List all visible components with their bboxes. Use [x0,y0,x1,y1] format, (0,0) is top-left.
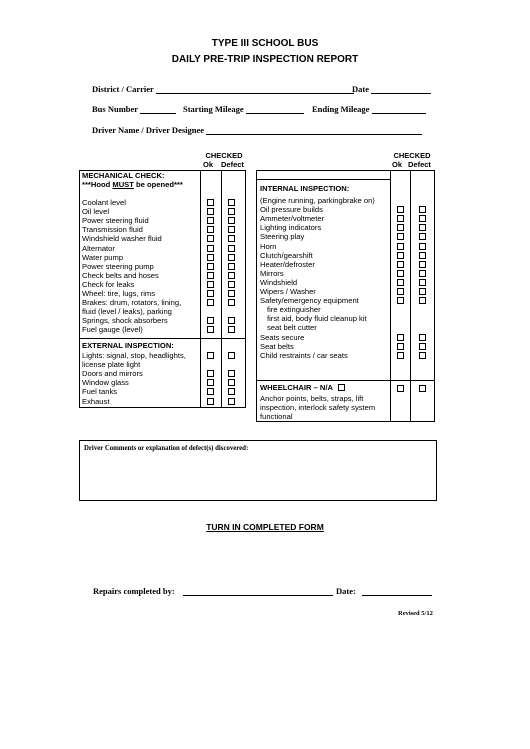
ok-checkbox[interactable] [397,352,404,359]
repairs-completed-line [183,586,333,596]
defect-checkbox[interactable] [228,299,235,306]
defect-checkbox[interactable] [228,226,235,233]
left-defect-header: Defect [221,160,244,169]
ok-checkbox[interactable] [207,208,214,215]
checklist-item-label: Mirrors [260,268,284,278]
defect-checkbox[interactable] [228,370,235,377]
defect-checkbox[interactable] [228,352,235,359]
driver-comments-label: Driver Comments or explanation of defect(s) discovered: [84,445,249,452]
ending-mileage-label: Ending Mileage [312,104,370,114]
defect-checkbox[interactable] [419,334,426,341]
checklist-item-label: Springs, shock absorbers [82,316,168,326]
wheelchair-na-checkbox[interactable] [338,384,345,391]
ok-checkbox[interactable] [207,388,214,395]
defect-checkbox[interactable] [419,215,426,222]
repairs-date-field[interactable] [336,586,432,596]
hood-note: ***Hood MUST be opened*** [82,180,183,189]
ok-checkbox[interactable] [397,261,404,268]
defect-checkbox[interactable] [419,233,426,240]
ok-checkbox[interactable] [207,235,214,242]
defect-checkbox[interactable] [419,288,426,295]
revision-note: Revised 5/12 [398,610,433,617]
checklist-item-label: Horn [260,241,277,251]
ok-checkbox[interactable] [397,288,404,295]
ok-checkbox[interactable] [207,299,214,306]
checklist-item-label: Doors and mirrors [82,369,143,379]
form-subtitle: DAILY PRE-TRIP INSPECTION REPORT [171,54,359,65]
ok-checkbox[interactable] [207,398,214,405]
district-carrier-line [156,84,354,94]
checklist-item-label: functional [260,412,293,422]
checklist-item-label: Anchor points, belts, straps, lift [260,394,364,403]
left-ok-header: Ok [203,160,214,169]
checklist-item-label: Power steering pump [82,261,154,271]
checklist-item-label: Window glass [82,378,129,388]
bus-number-label: Bus Number [92,104,138,114]
defect-checkbox[interactable] [228,326,235,333]
checklist-item-label: fluid (level / leaks), parking [82,307,172,317]
defect-checkbox[interactable] [228,254,235,261]
ok-checkbox[interactable] [397,233,404,240]
checklist-item-label: Oil pressure builds [260,205,323,215]
defect-checkbox[interactable] [228,217,235,224]
district-carrier-label: District / Carrier [92,84,154,94]
driver-name-field[interactable] [92,125,422,135]
turn-in-notice: TURN IN COMPLETED FORM [206,522,324,532]
ok-checkbox[interactable] [207,272,214,279]
checklist-item-label: Check for leaks [82,279,135,289]
right-checked-header: CHECKED [393,151,431,160]
left-checked-header: CHECKED [205,151,243,160]
ok-checkbox[interactable] [207,263,214,270]
ok-checkbox[interactable] [397,297,404,304]
internal-inspection-title: INTERNAL INSPECTION: [260,184,350,193]
ok-checkbox[interactable] [207,281,214,288]
defect-checkbox[interactable] [419,252,426,259]
ok-checkbox[interactable] [207,317,214,324]
date-field[interactable] [352,84,431,94]
checklist-item-label: fire extinguisher [267,305,321,315]
defect-checkbox[interactable] [228,281,235,288]
district-carrier-field[interactable] [92,84,354,94]
checklist-item-label: first aid, body fluid cleanup kit [267,314,367,324]
checklist-item-label: Fuel gauge (level) [82,325,143,335]
checklist-item-label: Transmission fluid [82,225,143,235]
ok-checkbox[interactable] [207,326,214,333]
defect-checkbox[interactable] [228,208,235,215]
checklist-item-label: Wheel: tire, lugs, rims [82,289,156,298]
repairs-date-label: Date: [336,586,356,596]
checklist-item-label: Steering play [260,232,305,242]
defect-checkbox[interactable] [419,261,426,268]
checklist-item-label: Wipers / Washer [260,287,316,296]
driver-name-label: Driver Name / Driver Designee [92,125,205,135]
starting-mileage-label: Starting Mileage [183,104,244,114]
date-line [371,84,431,94]
right-ok-header: Ok [392,160,403,169]
external-inspection-title: EXTERNAL INSPECTION: [82,341,174,350]
ending-mileage-line [372,104,426,114]
checklist-item-label: Brakes: drum, rotators, lining, [82,298,182,308]
ok-checkbox[interactable] [207,370,214,377]
checklist-item-label: Alternator [82,243,115,253]
defect-checkbox[interactable] [228,263,235,270]
defect-checkbox[interactable] [228,199,235,206]
checklist-item-label: Lighting indicators [260,223,322,233]
date-label: Date [352,84,369,94]
starting-mileage-field[interactable] [183,104,304,114]
defect-checkbox[interactable] [419,270,426,277]
ok-checkbox[interactable] [207,352,214,359]
ok-checkbox[interactable] [397,252,404,259]
checklist-item-label: Exhaust [82,396,110,406]
starting-mileage-line [246,104,304,114]
checklist-item-label: Oil level [82,207,110,217]
ending-mileage-field[interactable] [312,104,426,114]
checklist-item-label: Heater/defroster [260,259,315,269]
defect-checkbox[interactable] [228,388,235,395]
defect-checkbox[interactable] [419,243,426,250]
repairs-completed-field[interactable] [93,586,333,596]
checklist-item-label: Ammeter/voltmeter [260,214,325,224]
ok-checkbox[interactable] [207,245,214,252]
ok-checkbox[interactable] [207,199,214,206]
checklist-item-label: Lights: signal, stop, headlights, [82,351,186,360]
ok-checkbox[interactable] [397,215,404,222]
checklist-item-label: license plate light [82,360,141,370]
ok-checkbox[interactable] [207,379,214,386]
defect-checkbox[interactable] [228,245,235,252]
ok-checkbox[interactable] [207,217,214,224]
defect-checkbox[interactable] [228,379,235,386]
checklist-item-label: Safety/emergency equipment [260,296,359,306]
defect-checkbox[interactable] [419,206,426,213]
checklist-item-label: Check belts and hoses [82,270,159,280]
mechanical-check-title: MECHANICAL CHECK: [82,171,165,180]
wheelchair-ok-checkbox[interactable] [397,385,404,392]
checklist-item-label: Seats secure [260,332,305,342]
ok-checkbox[interactable] [397,206,404,213]
checklist-item-label: Windshield washer fluid [82,234,162,244]
bus-number-line [140,104,176,114]
ok-checkbox[interactable] [207,254,214,261]
repairs-date-line [362,586,432,596]
ok-checkbox[interactable] [397,270,404,277]
defect-checkbox[interactable] [228,272,235,279]
defect-checkbox[interactable] [228,317,235,324]
bus-number-field[interactable] [92,104,176,114]
checklist-item-label: Child restraints / car seats [260,350,348,360]
repairs-completed-label: Repairs completed by: [93,586,175,596]
defect-checkbox[interactable] [228,235,235,242]
checklist-item-label: Windshield [260,277,298,287]
ok-checkbox[interactable] [397,279,404,286]
checklist-item-label: Fuel tanks [82,387,118,397]
checklist-item-label: Seat belts [260,341,294,351]
defect-checkbox[interactable] [228,398,235,405]
wheelchair-defect-checkbox[interactable] [419,385,426,392]
defect-checkbox[interactable] [228,290,235,297]
ok-checkbox[interactable] [207,290,214,297]
checklist-item-label: inspection, interlock safety system [260,403,376,413]
checklist-item-label: (Engine running, parkingbrake on) [260,196,375,205]
defect-checkbox[interactable] [419,224,426,231]
right-defect-header: Defect [408,160,431,169]
checklist-item-label: Power steering fluid [82,216,149,226]
ok-checkbox[interactable] [397,224,404,231]
ok-checkbox[interactable] [397,334,404,341]
ok-checkbox[interactable] [397,243,404,250]
checklist-item-label: Water pump [82,252,124,262]
checklist-item-label: seat belt cutter [267,323,317,333]
defect-checkbox[interactable] [419,352,426,359]
defect-checkbox[interactable] [419,297,426,304]
ok-checkbox[interactable] [397,343,404,350]
wheelchair-title: WHEELCHAIR – N/A [260,383,345,392]
defect-checkbox[interactable] [419,279,426,286]
ok-checkbox[interactable] [207,226,214,233]
form-title: TYPE III SCHOOL BUS [211,38,319,49]
checklist-item-label: Coolant level [82,198,126,207]
checklist-item-label: Clutch/gearshift [260,250,313,260]
driver-name-line [206,125,422,135]
defect-checkbox[interactable] [419,343,426,350]
